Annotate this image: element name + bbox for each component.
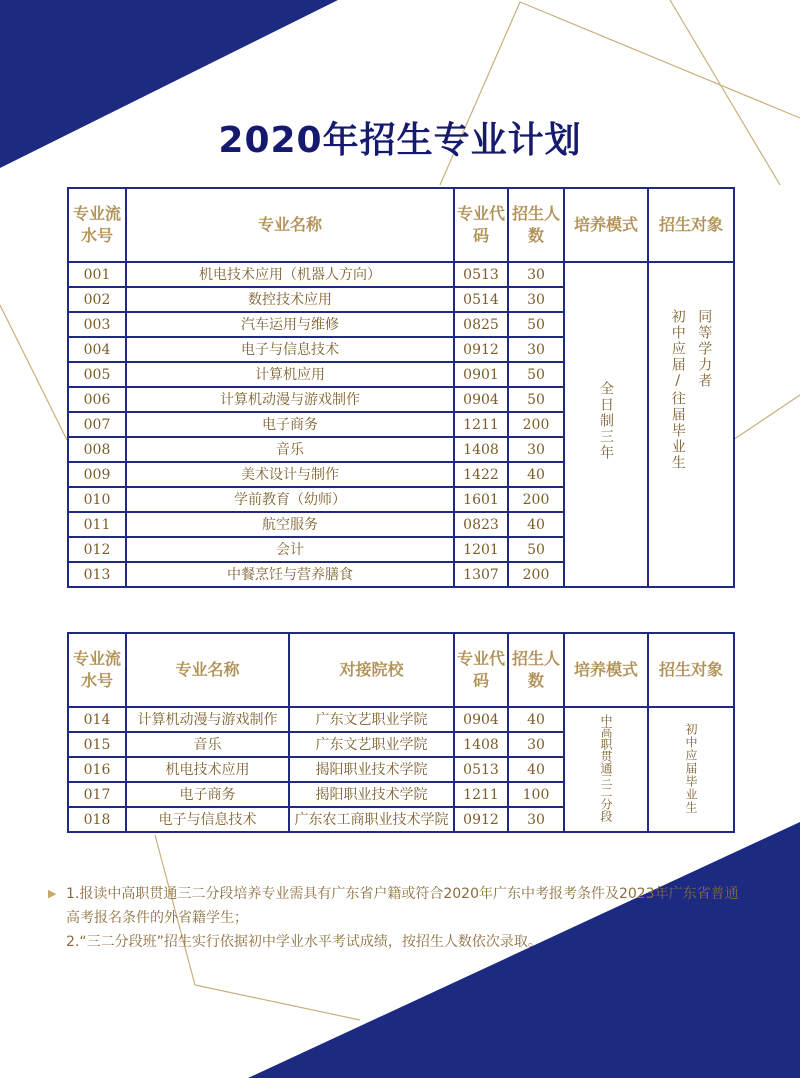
table-row — [68, 262, 734, 287]
cell-quota: 30 — [508, 262, 564, 287]
cell-major: 机电技术应用（机器人方向） — [126, 262, 454, 287]
cell-quota: 40 — [508, 512, 564, 537]
cell-serial: 018 — [68, 807, 126, 832]
cell-quota: 30 — [508, 337, 564, 362]
cell-serial: 008 — [68, 437, 126, 462]
header-target: 招生对象 — [648, 188, 734, 262]
mode-text: 中高职贯通三二分段 — [599, 714, 613, 822]
cell-serial: 016 — [68, 757, 126, 782]
cell-serial: 010 — [68, 487, 126, 512]
table-header-row — [68, 633, 734, 707]
notes — [46, 882, 746, 954]
target-text-line2: 同等学力者 — [696, 308, 713, 389]
cell-code: 0904 — [454, 707, 508, 732]
header-code: 专业代码 — [454, 188, 508, 262]
cell-code: 0912 — [454, 337, 508, 362]
cell-serial: 007 — [68, 412, 126, 437]
cell-code: 0825 — [454, 312, 508, 337]
cell-quota: 200 — [508, 412, 564, 437]
cell-quota: 100 — [508, 782, 564, 807]
table-header-row — [68, 188, 734, 262]
target-text: 初中应届毕业生 — [684, 722, 698, 814]
cell-major: 音乐 — [126, 437, 454, 462]
note-text: 1.报读中高职贯通三二分段培养专业需具有广东省户籍或符合2020年广东中考报考条件及2023年广东省普通高考报名条件的外省籍学生； — [66, 886, 739, 926]
cell-code: 1201 — [454, 537, 508, 562]
header-mode: 培养模式 — [564, 188, 648, 262]
header-serial: 专业流水号 — [68, 633, 126, 707]
cell-serial: 002 — [68, 287, 126, 312]
header-major: 专业名称 — [126, 633, 289, 707]
cell-major: 电子与信息技术 — [126, 337, 454, 362]
cell-target — [648, 707, 734, 832]
cell-serial: 012 — [68, 537, 126, 562]
cell-quota: 30 — [508, 437, 564, 462]
cell-major: 电子商务 — [126, 412, 454, 437]
cell-code: 1601 — [454, 487, 508, 512]
cell-quota: 50 — [508, 362, 564, 387]
header-target: 招生对象 — [648, 633, 734, 707]
table-row — [68, 707, 734, 732]
cell-serial: 006 — [68, 387, 126, 412]
gold-line — [733, 395, 800, 440]
cell-quota: 200 — [508, 562, 564, 587]
cell-code: 0912 — [454, 807, 508, 832]
cell-major: 美术设计与制作 — [126, 462, 454, 487]
cell-school: 广东文艺职业学院 — [289, 732, 454, 757]
mode-text: 全日制三年 — [598, 381, 614, 461]
note-item — [46, 882, 746, 930]
cell-serial: 014 — [68, 707, 126, 732]
header-code: 专业代码 — [454, 633, 508, 707]
cell-school: 揭阳职业技术学院 — [289, 757, 454, 782]
cell-school: 广东文艺职业学院 — [289, 707, 454, 732]
cell-quota: 30 — [508, 287, 564, 312]
cell-major: 数控技术应用 — [126, 287, 454, 312]
target-text-line1: 初中应届/往届毕业生 — [669, 308, 686, 471]
cell-code: 0904 — [454, 387, 508, 412]
cell-major: 中餐烹饪与营养膳食 — [126, 562, 454, 587]
cell-serial: 004 — [68, 337, 126, 362]
cell-quota: 50 — [508, 537, 564, 562]
cell-major: 汽车运用与维修 — [126, 312, 454, 337]
cell-code: 1408 — [454, 732, 508, 757]
cell-serial: 013 — [68, 562, 126, 587]
cell-major: 机电技术应用 — [126, 757, 289, 782]
header-quota: 招生人数 — [508, 633, 564, 707]
cell-major: 电子与信息技术 — [126, 807, 289, 832]
cell-major: 会计 — [126, 537, 454, 562]
cell-major: 学前教育（幼师） — [126, 487, 454, 512]
header-mode: 培养模式 — [564, 633, 648, 707]
enrollment-table-32-segment — [67, 632, 735, 833]
cell-quota: 200 — [508, 487, 564, 512]
cell-code: 0823 — [454, 512, 508, 537]
cell-mode — [564, 262, 648, 587]
header-serial: 专业流水号 — [68, 188, 126, 262]
cell-serial: 003 — [68, 312, 126, 337]
cell-code: 0513 — [454, 262, 508, 287]
cell-code: 0513 — [454, 757, 508, 782]
enrollment-table-fulltime — [67, 187, 735, 588]
header-major: 专业名称 — [126, 188, 454, 262]
gold-line — [195, 985, 360, 1020]
cell-mode — [564, 707, 648, 832]
cell-code: 1408 — [454, 437, 508, 462]
cell-school: 广东农工商职业技术学院 — [289, 807, 454, 832]
header-quota: 招生人数 — [508, 188, 564, 262]
cell-major: 计算机动漫与游戏制作 — [126, 387, 454, 412]
cell-serial: 017 — [68, 782, 126, 807]
cell-target — [648, 262, 734, 587]
cell-code: 1211 — [454, 782, 508, 807]
triangle-bullet-icon: ▶ — [48, 887, 57, 900]
gold-line — [0, 305, 67, 440]
cell-major: 计算机应用 — [126, 362, 454, 387]
header-school: 对接院校 — [289, 633, 454, 707]
cell-quota: 40 — [508, 757, 564, 782]
note-text: 2.“三二分段班”招生实行依据初中学业水平考试成绩，按招生人数依次录取。 — [66, 934, 542, 950]
cell-school: 揭阳职业技术学院 — [289, 782, 454, 807]
cell-code: 1422 — [454, 462, 508, 487]
cell-major: 计算机动漫与游戏制作 — [126, 707, 289, 732]
note-item — [46, 930, 746, 954]
cell-quota: 40 — [508, 707, 564, 732]
cell-serial: 015 — [68, 732, 126, 757]
cell-major: 航空服务 — [126, 512, 454, 537]
cell-code: 0901 — [454, 362, 508, 387]
cell-serial: 009 — [68, 462, 126, 487]
cell-quota: 50 — [508, 312, 564, 337]
cell-major: 电子商务 — [126, 782, 289, 807]
cell-code: 1307 — [454, 562, 508, 587]
cell-major: 音乐 — [126, 732, 289, 757]
page-title: 2020年招生专业计划 — [218, 120, 582, 161]
cell-serial: 001 — [68, 262, 126, 287]
cell-quota: 40 — [508, 462, 564, 487]
cell-code: 1211 — [454, 412, 508, 437]
cell-serial: 011 — [68, 512, 126, 537]
cell-code: 0514 — [454, 287, 508, 312]
gold-line — [520, 2, 800, 118]
cell-quota: 30 — [508, 807, 564, 832]
cell-quota: 30 — [508, 732, 564, 757]
cell-quota: 50 — [508, 387, 564, 412]
cell-serial: 005 — [68, 362, 126, 387]
